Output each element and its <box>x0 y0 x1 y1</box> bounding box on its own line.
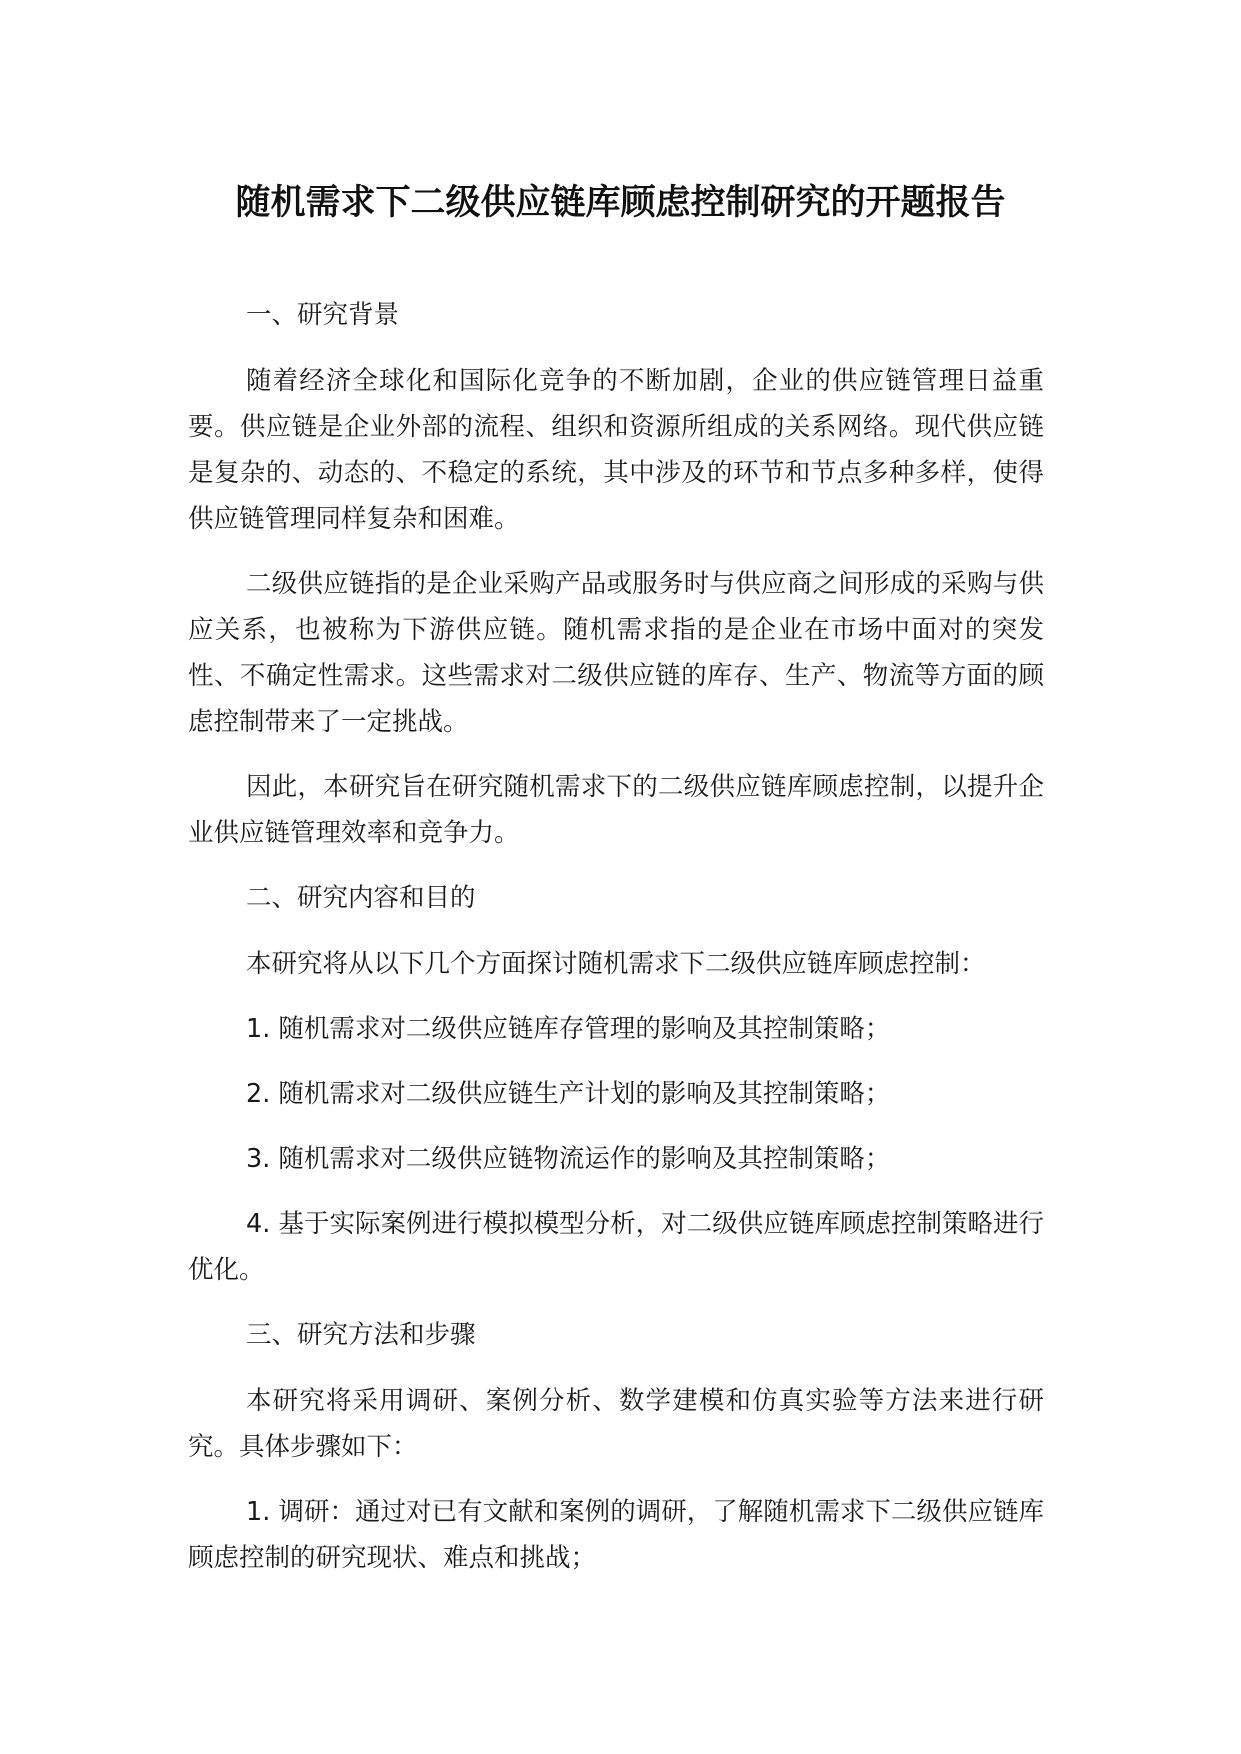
document-body <box>188 292 1044 1600</box>
list-item: 3. 随机需求对二级供应链物流运作的影响及其控制策略； <box>246 1144 891 1174</box>
list-item: 2. 随机需求对二级供应链生产计划的影响及其控制策略； <box>246 1079 891 1109</box>
list-item: 4. 基于实际案例进行模拟模型分析，对二级供应链库顾虑控制策略进行优化。 <box>188 1209 1044 1285</box>
section-heading-background: 一、研究背景 <box>246 300 400 330</box>
list-item: 1. 随机需求对二级供应链库存管理的影响及其控制策略； <box>246 1014 891 1044</box>
list-item: 1. 调研：通过对已有文献和案例的调研，了解随机需求下二级供应链库顾虑控制的研究现状、难点和挑战； <box>188 1497 1044 1573</box>
paragraph: 因此，本研究旨在研究随机需求下的二级供应链库顾虑控制，以提升企业供应链管理效率和竞争力。 <box>188 772 1044 848</box>
paragraph: 二级供应链指的是企业采购产品或服务时与供应商之间形成的采购与供应关系，也被称为下游供应链。随机需求指的是企业在市场中面对的突发性、不确定性需求。这些需求对二级供应链的库存、生产、物流等方面的顾虑控制带来了一定挑战。 <box>188 569 1044 737</box>
section-heading-methods-steps: 三、研究方法和步骤 <box>246 1320 476 1350</box>
paragraph: 本研究将采用调研、案例分析、数学建模和仿真实验等方法来进行研究。具体步骤如下： <box>188 1386 1044 1462</box>
paragraph: 本研究将从以下几个方面探讨随机需求下二级供应链库顾虑控制： <box>246 949 986 979</box>
section-heading-content-goals: 二、研究内容和目的 <box>246 883 476 913</box>
paragraph: 随着经济全球化和国际化竞争的不断加剧，企业的供应链管理日益重要。供应链是企业外部的流程、组织和资源所组成的关系网络。现代供应链是复杂的、动态的、不稳定的系统，其中涉及的环节和节点多种多样，使得供应链管理同样复杂和困难。 <box>188 366 1044 534</box>
document-title: 随机需求下二级供应链库顾虑控制研究的开题报告 <box>235 183 1006 223</box>
